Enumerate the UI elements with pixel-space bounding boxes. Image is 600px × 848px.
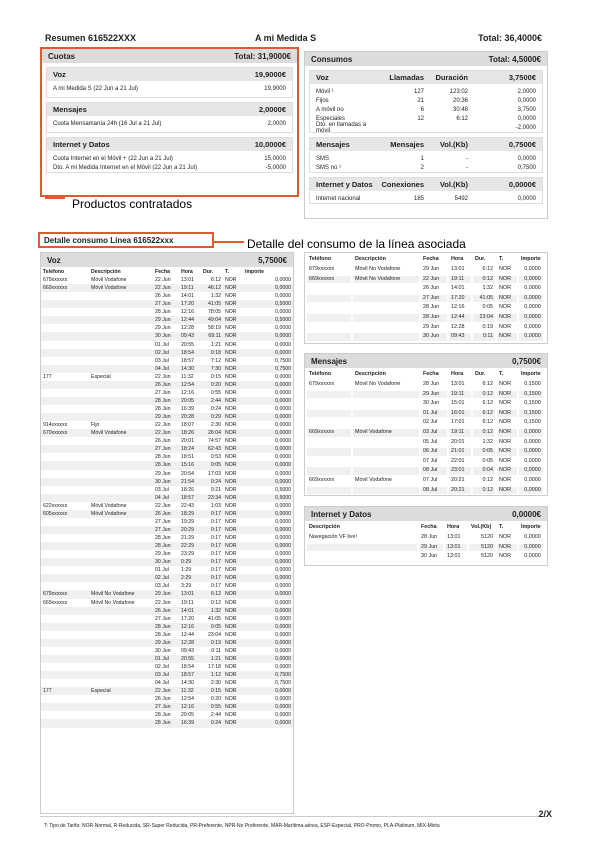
table-row: 30 Jun 0:29 0:17 NOR 0,0000 bbox=[41, 558, 293, 566]
table-row: 28 Jun 20:05 2:44 NOR 0,0000 bbox=[155, 712, 291, 719]
consumo-row: Internet nacional 185 5492 0,0000 bbox=[316, 195, 536, 202]
annotation-productos: Productos contratados bbox=[72, 197, 193, 211]
detalle-title: Detalle consumo Línea 616522xxx bbox=[44, 236, 174, 245]
table-row: 26 Jun 14:01 1:32 NOR 0,0000 bbox=[155, 293, 291, 300]
table-row: 669xxxxxx Móvil Vodafone 03 Jul 19:11 0:12 NOR 0,0000 bbox=[309, 428, 541, 435]
consumo-row: Especiales 12 6:12 0,0000 bbox=[316, 115, 536, 122]
column-header: Descripción bbox=[355, 255, 386, 262]
column-header: Descripción bbox=[91, 268, 121, 275]
column-header: Fecha bbox=[421, 523, 437, 530]
internet-detail-table bbox=[305, 521, 545, 563]
table-row: 605xxxxxx Móvil Vodafone 26 Jun 18:29 0:17 NOR 0,0000 bbox=[43, 510, 291, 517]
table-row: 29 Jun 12:28 58:19 NOR 0,0000 bbox=[155, 325, 291, 332]
table-row: 28 Jun 12:16 0:05 NOR 0,0000 bbox=[423, 304, 541, 311]
table-row: 27 Jun 19:29 0:17 NOR 0,0000 bbox=[155, 518, 291, 525]
consumo-row: A móvil no 6 30:48 3,7500 bbox=[316, 106, 536, 113]
table-row: 05 Jul 20:01 1:32 NOR 0,0000 bbox=[423, 438, 541, 445]
consumos-internet: Internet y Datos Conexiones Vol.(Kb) 0,0000€ Internet nacional 185 5492 0,0000 bbox=[309, 177, 543, 204]
table-row: 01 Jul 16:01 6:12 NOR 0,1500 bbox=[307, 410, 543, 418]
table-row: 08 Jul 23:01 0:04 NOR 0,0000 bbox=[307, 467, 543, 475]
table-row: 02 Jul 17:01 6:12 NOR 0,1500 bbox=[423, 419, 541, 426]
table-row: 26 Jun 12:54 0:20 NOR 0,0000 bbox=[41, 381, 293, 389]
cuotas-panel bbox=[40, 47, 299, 197]
table-row: 177 Especial 22 Jun 11:32 0:15 NOR 0,0000 bbox=[43, 373, 291, 380]
table-row: 26 Jun 12:54 0:20 NOR 0,0000 bbox=[155, 696, 291, 703]
table-row: 27 Jun 12:16 0:55 NOR 0,0000 bbox=[41, 703, 293, 711]
column-header: Dur. bbox=[475, 370, 486, 377]
table-row: 03 Jul 18:57 1:12 NOR 0,7500 bbox=[41, 671, 293, 679]
table-row: 30 Jun 09:43 69:11 NOR 0,0000 bbox=[41, 332, 293, 340]
table-row: 30 Jun 09:43 0:11 NOR 0,0000 bbox=[155, 647, 291, 654]
table-row: 28 Jun 15:16 0:05 NOR 0,0000 bbox=[41, 461, 293, 469]
column-header: Fecha bbox=[423, 255, 439, 262]
table-row: 04 Jul 14:30 2:30 NOR 0,7500 bbox=[155, 680, 291, 687]
column-header: Hora bbox=[181, 268, 193, 275]
column-header: Teléfono bbox=[43, 268, 65, 275]
table-row: 29 Jun 12:44 49:04 NOR 0,5000 bbox=[41, 316, 293, 324]
column-header: Teléfono bbox=[309, 370, 332, 377]
column-header: T. bbox=[499, 255, 504, 262]
column-header: T. bbox=[499, 523, 504, 530]
table-row: 01 Jul 20:55 1:21 NOR 0,0000 bbox=[41, 655, 293, 663]
annotation-detalle: Detalle del consumo de la línea asociada bbox=[247, 237, 466, 251]
table-row: 08 Jul 20:21 0:12 NOR 0,0000 bbox=[307, 487, 543, 495]
table-row: 27 Jun 20:29 0:17 NOR 0,0000 bbox=[41, 526, 293, 534]
table-row: 679xxxxxx Móvil No Vodafone 28 Jun 13:01 6:12 NOR 0,1500 bbox=[309, 381, 541, 387]
cuotas-header: Cuotas Total: 31,9000€ bbox=[42, 49, 297, 63]
mensajes-detail-panel: Mensajes 0,7500€ Teléfono Descripción Fecha Hora Dur. T. Importe 679xxxxxx Móvil No Vodafone 28 Jun 13:01 6:12 NOR 0,1500 29 Jun 19:11 0:12 NOR 0,1500 30 Jun 15:01 6:12 NOR 0,1500 01 Jul 16:01 6:12 NOR 0,1500 02 Jul 17:01 6:12 NOR 0,1500 669xxxxxx Móvil Vodafone 03 Jul 19:11 0:12 NOR 0,0000 05 Jul 20:01 1:32 NOR 0,0000 06 Jul 21:01 0:05 NOR 0,0000 07 Jul 22:01 0:05 NOR 0,0000 08 Jul 23:01 0:04 NOR 0,0000 669xxxxxx Móvil Vodafone 07 Jul 20:21 0:12 NOR 0,0000 08 Jul 20:21 0:12 NOR 0,0000 bbox=[304, 353, 548, 496]
table-row: 28 Jun 20:05 2:44 NOR 0,0000 bbox=[41, 397, 293, 405]
table-row: 29 Jun 20:54 17:03 NOR 0,0000 bbox=[155, 470, 291, 477]
table-row: 27 Jun 17:20 41:05 NOR 0,0000 bbox=[155, 615, 291, 622]
column-header: Importe bbox=[521, 255, 541, 262]
table-row: 26 Jun 14:01 1:32 NOR 0,0000 bbox=[41, 607, 293, 615]
table-row: 03 Jul 18:57 7:12 NOR 0,7500 bbox=[155, 357, 291, 364]
footer-note: T: Tipo de Tarifa: NOR-Normal, R-Reducida, SR-Super Reducida, PR-Preferente, NPR-No Preferente, MAR-Marítima-aérea, ESP-Especial, PRO-Promo, PLA-Platinum, MIX-Mixta bbox=[44, 823, 440, 829]
consumo-row: SMS no ¹ 2 - 0,7500 bbox=[316, 164, 536, 171]
table-row: 28 Jun 22:29 0:17 NOR 0,0000 bbox=[41, 542, 293, 550]
table-row: 02 Jul 18:54 17:18 NOR 0,0000 bbox=[155, 664, 291, 671]
column-header: T. bbox=[225, 268, 230, 275]
column-header: T. bbox=[499, 370, 504, 377]
table-row: 28 Jun 18:51 0:53 NOR 0,0000 bbox=[155, 454, 291, 461]
consumo-row: SMS 1 - 0,0000 bbox=[316, 155, 536, 162]
table-row: 03 Jul 18:26 0:21 NOR 0,5000 bbox=[155, 486, 291, 493]
table-row: 28 Jun 21:29 0:17 NOR 0,0000 bbox=[155, 535, 291, 542]
consumos-mensajes: Mensajes Mensajes Vol.(Kb) 0,7500€ SMS 1 - 0,0000 SMS no ¹ 2 - 0,7500 bbox=[309, 137, 543, 173]
table-row: 27 Jun 12:16 0:55 NOR 0,0000 bbox=[155, 389, 291, 396]
column-header: Vol.(Kb) bbox=[471, 523, 492, 530]
column-header: Hora bbox=[447, 523, 460, 530]
table-row: 669xxxxxx Móvil No Vodafone 22 Jun 19:11 0:12 NOR 0,0000 bbox=[43, 599, 291, 606]
table-row: 07 Jul 22:01 0:05 NOR 0,0000 bbox=[423, 457, 541, 464]
column-header: Importe bbox=[521, 523, 541, 530]
table-row: 03 Jul 3:29 0:17 NOR 0,0000 bbox=[155, 583, 291, 590]
cuotas-internet: Internet y Datos 10,0000€ Cuota Internet en el Móvil + (22 Jun a 21 Jul) 15,0000 Dto. A mi Medida Internet en el Móvil (22 Jun a 21 Jul) -5,0000 bbox=[46, 137, 293, 173]
table-row: 01 Jul 20:55 1:21 NOR 0,0000 bbox=[155, 341, 291, 348]
summary-total: Total: 36,4000€ bbox=[478, 33, 542, 43]
column-header: Fecha bbox=[423, 370, 439, 377]
column-header: Descripción bbox=[355, 370, 386, 377]
table-row: 622xxxxxx Móvil Vodafone 22 Jun 22:43 1:03 NOR 0,0000 bbox=[43, 502, 291, 509]
voz-detail-table bbox=[41, 267, 293, 728]
plan-name: A mi Medida S bbox=[255, 33, 317, 43]
table-row: 679xxxxxx Móvil No Vodafone 29 Jun 13:01 6:12 NOR 0,0000 bbox=[309, 266, 541, 272]
table-row: 27 Jun 17:20 41:05 NOR 0,0000 bbox=[307, 295, 543, 303]
table-row: 01 Jul 1:29 0:17 NOR 0,0000 bbox=[155, 567, 291, 574]
column-header: Importe bbox=[245, 268, 265, 275]
voz-right-panel bbox=[304, 252, 548, 344]
table-row: 29 Jun 23:29 0:17 NOR 0,0000 bbox=[155, 551, 291, 558]
footer-divider bbox=[40, 816, 548, 817]
column-header: Descripción bbox=[309, 523, 340, 530]
column-header: Hora bbox=[451, 255, 464, 262]
column-header: Dur. bbox=[475, 255, 486, 262]
table-row: 30 Jun 15:01 6:12 NOR 0,1500 bbox=[423, 400, 541, 407]
table-row: 06 Jul 21:01 0:05 NOR 0,0000 bbox=[307, 448, 543, 456]
table-row: 679xxxxxx Móvil Vodafone 22 Jun 13:01 6:12 NOR 0,0000 bbox=[43, 277, 291, 284]
table-row: 29 Jun 12:28 0:19 NOR 0,0000 bbox=[423, 323, 541, 330]
table-row: Navegación VF live! 28 Jun 13:01 5120 NOR 0,0000 bbox=[309, 534, 541, 540]
table-row: 27 Jun 17:20 41:05 NOR 0,5000 bbox=[41, 300, 293, 308]
table-row: 30 Jun 09:43 0:11 NOR 0,0000 bbox=[307, 333, 543, 341]
table-row: 29 Jun 13:01 5120 NOR 0,0000 bbox=[307, 544, 543, 552]
column-header: Hora bbox=[451, 370, 464, 377]
cuotas-mensajes: Mensajes 2,0000€ Cuota Mensamanía 24h (16 Jul a 21 Jul) 2,0000 bbox=[46, 102, 293, 133]
column-header: Fecha bbox=[155, 268, 170, 275]
table-row: 02 Jul 2:29 0:17 NOR 0,0000 bbox=[41, 574, 293, 582]
table-row: 26 Jun 14:01 1:32 NOR 0,0000 bbox=[423, 285, 541, 292]
table-row: 28 Jun 16:39 0:24 NOR 0,0000 bbox=[41, 719, 293, 727]
table-row: 02 Jul 18:54 0:18 NOR 0,0000 bbox=[41, 349, 293, 357]
page-number: 2/X bbox=[538, 809, 552, 819]
table-row: 29 Jun 19:11 0:12 NOR 0,1500 bbox=[307, 391, 543, 399]
consumo-row: Móvil ¹ 127 123:02 2,0000 bbox=[316, 88, 536, 95]
consumo-row: Fijos 21 20:36 0,0000 bbox=[316, 97, 536, 104]
table-row: 669xxxxxx Móvil No Vodafone 22 Jun 19:11 0:12 NOR 0,0000 bbox=[309, 275, 541, 282]
consumos-voz: Voz Llamadas Duración 3,7500€ Móvil ¹ 127 123:02 2,0000 Fijos 21 20:36 0,0000 A móvil no 6 30:48 3,7500 Especiales 12 6:12 0,0000 Dto. en llamadas a móvil -2,0000 bbox=[309, 70, 543, 133]
table-row: 04 Jul 14:30 7:30 NOR 0,7500 bbox=[41, 365, 293, 373]
table-row: 914xxxxxx Fijo 22 Jun 18:07 2:30 NOR 0,0000 bbox=[43, 422, 291, 429]
table-row: 26 Jun 20:01 74:57 NOR 0,0000 bbox=[155, 438, 291, 445]
table-row: 30 Jun 21:54 0:24 NOR 0,0000 bbox=[41, 478, 293, 486]
table-row: 28 Jun 12:44 23:04 NOR 0,0000 bbox=[307, 314, 543, 322]
column-header: Importe bbox=[521, 370, 541, 377]
table-row: 28 Jun 12:16 78:05 NOR 0,0000 bbox=[155, 309, 291, 316]
annotation-connector bbox=[45, 197, 65, 199]
voz-detail-panel: Voz 5,7500€ Teléfono Descripción Fecha Hora Dur. T. Importe 679xxxxxx Móvil Vodafone 22 Jun 13:01 6:12 NOR 0,0000 669xxxxxx Móvil Vodafone 22 Jun 19:11 46:12 NOR 0,0000 26 Jun 14:01 1:32 NOR 0,0000 27 Jun 17:20 41:05 NOR 0,5000 28 Jun 12:16 78:05 NOR 0,0000 29 Jun 12:44 49:04 NOR 0,5000 29 Jun 12:28 58:19 NOR 0,0000 30 Jun 09:43 69:11 NOR 0,0000 01 Jul 20:55 1:21 NOR 0,0000 02 Jul 18:54 0:18 NOR 0,0000 03 Jul 18:57 7:12 NOR 0,7500 04 Jul 14:30 7:30 NOR 0,7500 177 Especial 22 Jun 11:32 0:15 NOR 0,0000 26 Jun 12:54 0:20 NOR 0,0000 27 Jun 12:16 0:55 NOR 0,0000 28 Jun 20:05 2:44 NOR 0,0000 28 Jun 16:39 0:24 NOR 0,0000 29 Jun 20:28 0:29 NOR 0,0000 914xxxxxx Fijo 22 Jun 18:07 2:30 NOR 0,0000 670xxxxxx Móvil Vodafone 22 Jun 18:26 26:04 NOR 0,0000 26 Jun 20:01 74:57 NOR 0,0000 27 Jun 18:24 62:43 NOR 0,0000 28 Jun 18:51 0:53 NOR 0,0000 28 Jun 15:16 0:05 NOR 0,0000 29 Jun 20:54 17:03 NOR 0,0000 30 Jun 21:54 0:24 NOR 0,0000 03 Jul 18:26 0:21 NOR 0,5000 04 Jul 18:57 23:34 NOR 0,5000 622xxxxxx Móvil Vodafone 22 Jun 22:43 1:03 NOR 0,0000 605xxxxxx Móvil Vodafone 26 Jun 18:29 0:17 NOR 0,0000 27 Jun 19:29 0:17 NOR 0,0000 27 Jun 20:29 0:17 NOR 0,0000 28 Jun 21:29 0:17 NOR 0,0000 28 Jun 22:29 0:17 NOR 0,0000 29 Jun 23:29 0:17 NOR 0,0000 30 Jun 0:29 0:17 NOR 0,0000 01 Jul 1:29 0:17 NOR 0,0000 02 Jul 2:29 0:17 NOR 0,0000 03 Jul 3:29 0:17 NOR 0,0000 679xxxxxx Móvil No Vodafone 29 Jun 13:01 6:12 NOR 0,0000 669xxxxxx Móvil No Vodafone 22 Jun 19:11 0:12 NOR 0,0000 26 Jun 14:01 1:32 NOR 0,0000 27 Jun 17:20 41:05 NOR 0,0000 28 Jun 12:16 0:05 NOR 0,0000 28 Jun 12:44 23:04 NOR 0,0000 29 Jun 12:28 0:19 NOR 0,0000 30 Jun 09:43 0:11 NOR 0,0000 01 Jul 20:55 1:21 NOR 0,0000 02 Jul 18:54 17:18 NOR 0,0000 03 Jul 18:57 1:12 NOR 0,7500 04 Jul 14:30 2:30 NOR 0,7500 177 Especial 22 Jun 11:32 0:15 NOR 0,0000 26 Jun 12:54 0:20 NOR 0,0000 27 Jun 12:16 0:55 NOR 0,0000 28 Jun 20:05 2:44 NOR 0,0000 28 Jun 16:39 0:24 NOR 0,0000 bbox=[40, 252, 294, 814]
table-row: 177 Especial 22 Jun 11:32 0:15 NOR 0,0000 bbox=[43, 688, 291, 695]
summary-title: Resumen 616522XXX bbox=[45, 33, 137, 43]
table-row: 29 Jun 12:28 0:19 NOR 0,0000 bbox=[41, 639, 293, 647]
consumo-row: Dto. en llamadas a móvil -2,0000 bbox=[316, 121, 536, 134]
annotation-connector-2 bbox=[214, 241, 244, 243]
column-header: Teléfono bbox=[309, 255, 332, 262]
mensajes-detail-table bbox=[305, 368, 545, 496]
table-row: 28 Jun 16:39 0:24 NOR 0,0000 bbox=[155, 406, 291, 413]
internet-detail-panel: Internet y Datos 0,0000€ Descripción Fecha Hora Vol.(Kb) T. Importe Navegación VF live! 28 Jun 13:01 5120 NOR 0,0000 29 Jun 13:01 5120 NOR 0,0000 30 Jun 13:01 5120 NOR 0,0000 bbox=[304, 506, 548, 566]
voz-right-table bbox=[305, 253, 545, 343]
table-row: 669xxxxxx Móvil Vodafone 07 Jul 20:21 0:12 NOR 0,0000 bbox=[309, 476, 541, 483]
table-row: 27 Jun 18:24 62:43 NOR 0,0000 bbox=[41, 445, 293, 453]
cuotas-voz: Voz 19,9000€ A mi Medida S (22 Jun a 21 Jul) 19,9000 bbox=[46, 67, 293, 98]
table-row: 30 Jun 13:01 5120 NOR 0,0000 bbox=[421, 553, 541, 560]
consumos-panel: Consumos Total: 4,5000€ Voz Llamadas Duración 3,7500€ Móvil ¹ 127 123:02 2,0000 Fijos 21 20:36 0,0000 A móvil no 6 30:48 3,7500 Especiales 12 6:12 0,0000 Dto. en llamadas a móvil -2,0000 Mensajes Mensajes Vol.(Kb) 0,7500€ SMS 1 - 0,0000 SMS no ¹ 2 - 0,7500 Internet y Datos Conexiones Vol.(Kb) 0,0000€ Internet nacional 185 5492 0,0000 bbox=[304, 51, 548, 219]
table-row: 29 Jun 20:28 0:29 NOR 0,0000 bbox=[41, 413, 293, 421]
table-row: 04 Jul 18:57 23:34 NOR 0,5000 bbox=[41, 494, 293, 502]
table-row: 669xxxxxx Móvil Vodafone 22 Jun 19:11 46:12 NOR 0,0000 bbox=[43, 285, 291, 292]
column-header: Dur. bbox=[203, 268, 214, 275]
table-row: 670xxxxxx Móvil Vodafone 22 Jun 18:26 26:04 NOR 0,0000 bbox=[43, 430, 291, 437]
table-row: 28 Jun 12:16 0:05 NOR 0,0000 bbox=[41, 623, 293, 631]
table-row: 679xxxxxx Móvil No Vodafone 29 Jun 13:01 6:12 NOR 0,0000 bbox=[43, 591, 291, 598]
table-row: 28 Jun 12:44 23:04 NOR 0,0000 bbox=[155, 631, 291, 638]
